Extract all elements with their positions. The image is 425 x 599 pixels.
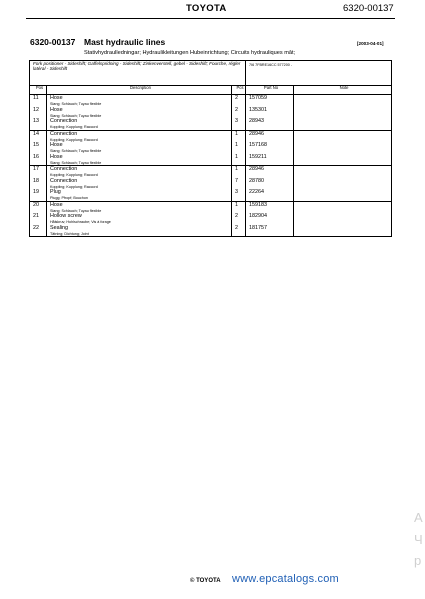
page-title: Mast hydraulic lines: [84, 37, 166, 47]
table-row: [30, 95, 392, 107]
table-row: [30, 154, 392, 166]
row-pos: 14: [30, 130, 47, 142]
row-part-no: 181757: [246, 225, 294, 237]
row-note: [294, 225, 392, 237]
parts-rows: [30, 95, 392, 237]
ghost-letter-2: Ч: [414, 532, 423, 547]
row-pcs: 2: [232, 225, 246, 237]
row-description-translations: Koppling; Kupplung; Raccord: [50, 173, 98, 178]
row-note: [294, 166, 392, 178]
row-pos: 20: [30, 201, 47, 213]
column-header-note: Note: [294, 86, 392, 95]
group-description: Fork positioner - Sideshift; Gaffelspridning - Sideshift; Zinkenverstell, gebel - Sideshift; Fourche, régler latéral - Sideshift: [30, 61, 246, 86]
row-note: [294, 95, 392, 107]
row-pos: 15: [30, 142, 47, 154]
row-description-main: Hose: [50, 153, 63, 160]
row-description-main: Connection: [50, 118, 78, 124]
row-note: [294, 213, 392, 225]
row-note: [294, 107, 392, 119]
row-description-translations: Slang; Schlauch; Tuyau flexible: [50, 102, 102, 107]
page-number: 6320-00137: [30, 37, 76, 47]
row-pos: 16: [30, 154, 47, 166]
row-description-translations: Slang; Schlauch; Tuyau flexible: [50, 208, 102, 213]
row-pos: 19: [30, 189, 47, 201]
row-pcs: 3: [232, 118, 246, 130]
row-part-no: 28943: [246, 118, 294, 130]
row-description-main: Sealing: [50, 224, 68, 231]
row-description-translations: Koppling; Kupplung; Raccord: [50, 137, 98, 142]
row-description-main: Connection: [50, 130, 78, 137]
document-number: 6320-00137: [343, 3, 394, 14]
ghost-letter-1: A: [414, 510, 423, 525]
row-pos: 21: [30, 213, 47, 225]
column-header-pcs: Pcs: [232, 86, 246, 95]
brand-name: TOYOTA: [186, 3, 227, 14]
row-description: [47, 178, 232, 190]
row-note: [294, 201, 392, 213]
row-description: [47, 142, 232, 154]
row-description: [47, 154, 232, 166]
row-description: [47, 107, 232, 119]
row-note: [294, 178, 392, 190]
row-description-main: Connection: [50, 166, 78, 172]
table-row: [30, 225, 392, 237]
row-part-no: 22264: [246, 189, 294, 201]
row-part-no: 28780: [246, 178, 294, 190]
row-description: [47, 118, 232, 130]
row-description-translations: Koppling; Kupplung; Raccord: [50, 125, 98, 130]
row-pcs: 1: [232, 130, 246, 142]
column-header-part-no: Part No: [246, 86, 294, 95]
header-rule: [26, 18, 395, 19]
row-pos: 13: [30, 118, 47, 130]
row-pos: 12: [30, 107, 47, 119]
row-description-main: Connection: [50, 177, 78, 184]
row-part-no: 28946: [246, 130, 294, 142]
group-header-row: [30, 61, 392, 86]
row-description: [47, 95, 232, 107]
row-description-main: Plug: [50, 189, 61, 195]
row-pcs: 2: [232, 213, 246, 225]
table-row: [30, 142, 392, 154]
row-note: [294, 189, 392, 201]
row-description-translations: Hålskruv; Hohlschraube; Vis à forage: [50, 220, 111, 225]
row-pos: 18: [30, 178, 47, 190]
row-note: [294, 142, 392, 154]
table-row: [30, 213, 392, 225]
column-header-row: [30, 86, 392, 95]
row-description: [47, 189, 232, 201]
row-note: [294, 154, 392, 166]
row-description-translations: Slang; Schlauch; Tuyau flexible: [50, 113, 102, 118]
row-pcs: 1: [232, 154, 246, 166]
table-row: [30, 166, 392, 178]
table-row: [30, 130, 392, 142]
column-header-description: Description: [47, 86, 232, 95]
row-part-no: 159183: [246, 201, 294, 213]
row-description: [47, 201, 232, 213]
row-part-no: 157168: [246, 142, 294, 154]
row-part-no: 157059: [246, 95, 294, 107]
row-pos: 22: [30, 225, 47, 237]
row-pcs: 2: [232, 107, 246, 119]
row-pos: 11: [30, 95, 47, 107]
row-pcs: 7: [232, 178, 246, 190]
row-pcs: 1: [232, 201, 246, 213]
row-part-no: 182904: [246, 213, 294, 225]
row-description-main: Hose: [50, 201, 63, 208]
row-part-no: 159211: [246, 154, 294, 166]
footer-copyright: © TOYOTA: [190, 578, 221, 584]
row-note: [294, 130, 392, 142]
row-description-translations: Koppling; Kupplung; Raccord: [50, 184, 98, 189]
page-date: [2003-04-01]: [357, 41, 384, 46]
row-description-translations: Slang; Schlauch; Tuyau flexible: [50, 149, 102, 154]
table-row: [30, 189, 392, 201]
table-row: [30, 118, 392, 130]
column-header-pos: Pos: [30, 86, 47, 95]
row-pcs: 1: [232, 142, 246, 154]
row-pcs: 3: [232, 189, 246, 201]
parts-table: [29, 60, 392, 237]
row-description-main: Hose: [50, 106, 63, 113]
row-note: [294, 118, 392, 130]
page-subtitle: Stativhydraulledningar; Hydraulikleitungen Hubeinrichtung; Circuits hydrauliques mât;: [84, 50, 296, 56]
row-description: [47, 130, 232, 142]
row-description-translations: Slang; Schlauch; Tuyau flexible: [50, 160, 102, 165]
row-description: [47, 225, 232, 237]
row-description-translations: Plugg; Pfropf; Bouchon: [50, 196, 88, 201]
row-part-no: 135301: [246, 107, 294, 119]
applicability: 7I6 7FBRE16CC 577200 -: [246, 61, 392, 86]
table-row: [30, 178, 392, 190]
row-description: [47, 213, 232, 225]
row-part-no: 28946: [246, 166, 294, 178]
row-description-main: Hollow screw: [50, 213, 82, 219]
row-description-translations: Tätning; Dichtung; Joint: [50, 231, 89, 236]
footer-watermark: www.epcatalogs.com: [232, 573, 339, 585]
row-description-main: Hose: [50, 142, 63, 148]
row-pos: 17: [30, 166, 47, 178]
row-pcs: 1: [232, 166, 246, 178]
table-row: [30, 201, 392, 213]
row-description: [47, 166, 232, 178]
row-description-main: Hose: [50, 95, 63, 101]
row-pcs: 2: [232, 95, 246, 107]
table-row: [30, 107, 392, 119]
ghost-letter-3: р: [414, 553, 422, 568]
